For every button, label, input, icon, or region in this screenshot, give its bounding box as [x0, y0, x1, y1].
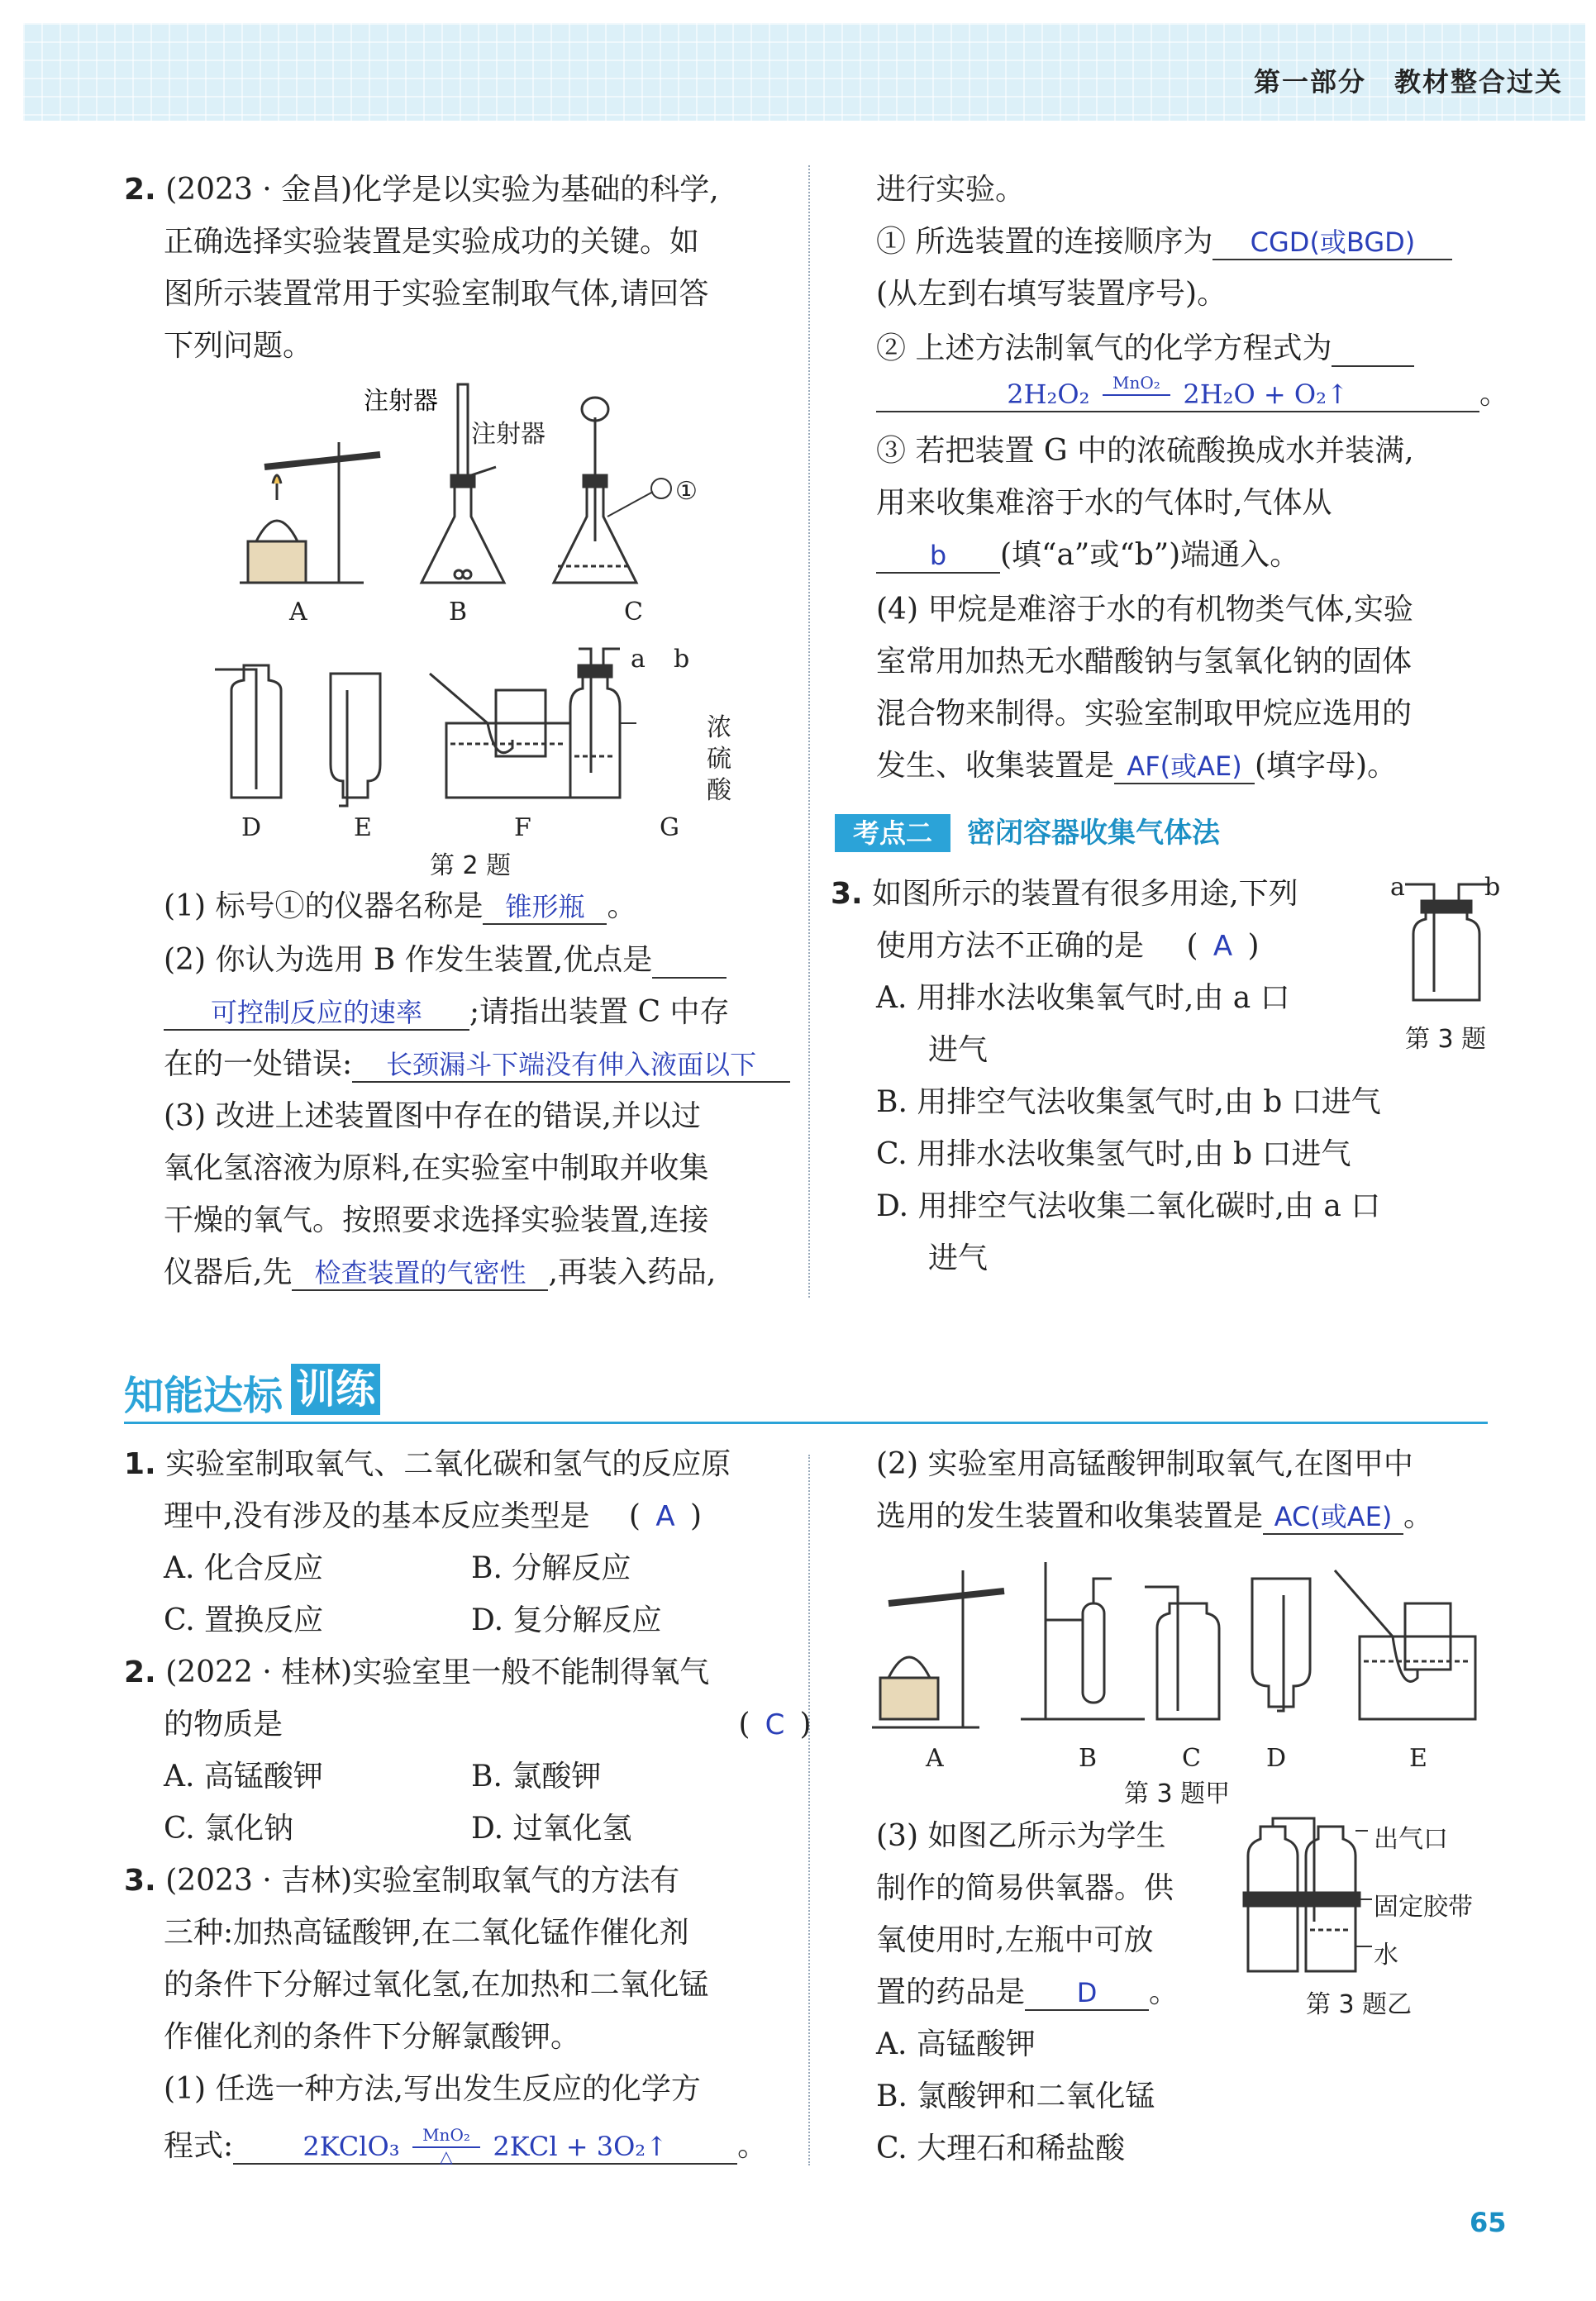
br-opt-b: B. 氯酸钾和二氧化锰	[876, 2079, 1155, 2113]
q2-line-1: 2. (2023 · 金昌)化学是以实验为基础的科学,	[124, 173, 719, 207]
b-q1-line-2: 理中,没有涉及的基本反应类型是 ( A )	[164, 1499, 702, 1533]
jia-label-c: C	[1182, 1744, 1201, 1773]
q2-sub2-line2: 可控制反应的速率 ;请指出装置 C 中存	[164, 994, 730, 1031]
fig-yi-caption: 第 3 题乙	[1306, 1990, 1413, 2019]
yi-label-tape: 固定胶带	[1374, 1893, 1473, 1922]
q2-sub3-line3: 干燥的氧气。按照要求选择实验装置,连接	[164, 1203, 709, 1237]
q3-fig-caption: 第 3 题	[1405, 1025, 1487, 1054]
b-q2-opt-a: A. 高锰酸钾	[164, 1760, 323, 1794]
fig-label-g: G	[660, 813, 679, 842]
right-r1-blank: CGD(或BGD)	[1212, 224, 1452, 260]
b-q1-opt-c: C. 置换反应	[164, 1603, 324, 1637]
q2-sub2-line3: 在的一处错误: 长颈漏斗下端没有伸入液面以下	[164, 1046, 790, 1083]
jia-label-e: E	[1409, 1744, 1427, 1773]
br-s2-line1: (2) 实验室用高锰酸钾制取氧气,在图甲中	[876, 1447, 1413, 1481]
fig-label-b: B	[449, 598, 468, 626]
br-s3-line2: 制作的简易供氧器。供	[876, 1871, 1174, 1905]
q2-sub1: (1) 标号①的仪器名称是 锥形瓶 。	[164, 889, 637, 923]
q2-sub3-line1: (3) 改进上述装置图中存在的错误,并以过	[164, 1099, 701, 1133]
br-opt-c: C. 大理石和稀盐酸	[876, 2132, 1126, 2165]
q3-option-b: B. 用排空气法收集氢气时,由 b 口进气	[876, 1085, 1381, 1119]
right-r3-line1: ③ 若把装置 G 中的浓硫酸换成水并装满,	[876, 434, 1414, 468]
b-q3-line-4: 作催化剂的条件下分解氯酸钾。	[164, 2020, 581, 2054]
section-title-b: 训练	[291, 1364, 380, 1415]
jia-label-b: B	[1079, 1744, 1098, 1773]
fig-yi	[1240, 1814, 1372, 1979]
fig-label-f: F	[514, 813, 531, 842]
right-r2-blank: 2H₂O₂ MnO₂ 2H₂O + O₂↑	[876, 376, 1479, 412]
syringe	[458, 384, 468, 475]
flask-b	[422, 484, 504, 583]
b-q1-opt-d: D. 复分解反应	[471, 1603, 662, 1637]
br-s2-blank: AC(或AE)	[1263, 1498, 1403, 1535]
yi-label-outlet: 出气口	[1374, 1825, 1448, 1854]
fig-label-d: D	[241, 813, 262, 842]
right-r3-line2: 用来收集难溶于水的气体时,气体从	[876, 486, 1332, 520]
q2-sub3-line2: 氧化氢溶液为原料,在实验室中制取并收集	[164, 1151, 709, 1185]
fig-label-acid-2: 硫	[707, 745, 731, 774]
jia-label-a: A	[926, 1744, 944, 1773]
q2-sub2-blank2: 长颈漏斗下端没有伸入液面以下	[352, 1046, 790, 1083]
right-r4-line4: 发生、收集装置是 AF(或AE) (填字母)。	[876, 749, 1398, 783]
fig-label-ga: a	[631, 645, 646, 674]
right-r2-eq: 2H₂O₂ MnO₂ 2H₂O + O₂↑ 。	[876, 376, 1509, 412]
b-q1-line-1: 1. 实验室制取氧气、二氧化碳和氢气的反应原	[124, 1447, 731, 1481]
q2-number: 2.	[124, 173, 156, 207]
br-s3-blank: D	[1025, 1975, 1149, 2011]
right-r4-blank: AF(或AE)	[1114, 748, 1255, 784]
q2-line-2: 正确选择实验装置是实验成功的关键。如	[164, 225, 700, 259]
right-r3-line3: b (填“a”或“b”)端通入。	[876, 537, 1299, 574]
alcohol-lamp	[256, 521, 298, 541]
kaodian-tag: 考点二	[835, 814, 950, 852]
b-q2-line-1: 2. (2022 · 桂林)实验室里一般不能制得氧气	[124, 1655, 710, 1689]
b-q2-line-2: 的物质是 ( C )	[164, 1708, 812, 1741]
q3-line-2: 使用方法不正确的是 ( A )	[876, 929, 1260, 963]
q3-option-d-cont: 进气	[928, 1241, 989, 1275]
page-number: 65	[1470, 2207, 1507, 2238]
right-line-1: 进行实验。	[876, 173, 1026, 207]
fig-jia	[872, 1554, 1484, 1736]
b-q1-opt-b: B. 分解反应	[471, 1551, 631, 1585]
right-r2: ② 上述方法制氧气的化学方程式为	[876, 331, 1414, 367]
b-q3-eq-blank: 2KClO₃ $\frac{\text{MnO₂}}{\triangle}$ 2KCl + 3O₂↑	[233, 2128, 737, 2165]
trough-f	[446, 723, 570, 798]
q2-sub3-line4: 仪器后,先 检查装置的气密性 ,再装入药品,	[164, 1255, 717, 1289]
q2-line-4: 下列问题。	[164, 329, 313, 363]
br-s3-line4: 置的药品是 D 。	[876, 1975, 1179, 2009]
fig-label-gb: b	[674, 645, 690, 674]
kaodian-title: 密闭容器收集气体法	[967, 817, 1220, 850]
fig-label-e: E	[354, 813, 372, 842]
right-r1: ① 所选装置的连接顺序为 CGD(或BGD)	[876, 224, 1452, 260]
q3-option-c: C. 用排水法收集氢气时,由 b 口进气	[876, 1137, 1351, 1171]
q3-bottle-figure	[1389, 876, 1521, 1008]
q2-line-3: 图所示装置常用于实验室制取气体,请回答	[164, 277, 709, 311]
q3-option-a: A. 用排水法收集氧气时,由 a 口	[876, 981, 1290, 1015]
jia-label-d: D	[1266, 1744, 1287, 1773]
q2-sub1-blank: 锥形瓶	[483, 888, 607, 925]
br-s3-line1: (3) 如图乙所示为学生	[876, 1819, 1166, 1853]
jia-wood-block	[880, 1678, 938, 1719]
yi-label-water: 水	[1374, 1941, 1398, 1970]
section-title-a: 知能达标	[124, 1373, 283, 1419]
fig-label-syringe: 注射器	[364, 387, 438, 416]
b-q1-answer: A	[655, 1500, 675, 1533]
column-divider	[808, 165, 810, 1298]
b-q3-line-3: 的条件下分解过氧化氢,在加热和二氧化锰	[164, 1968, 709, 2002]
br-s2-line2: 选用的发生装置和收集装置是 AC(或AE) 。	[876, 1499, 1434, 1533]
fig-label-acid-1: 浓	[707, 713, 731, 742]
b-q2-answer: C	[765, 1708, 785, 1741]
b-q3-line-1: 3. (2023 · 吉林)实验室制取氧气的方法有	[124, 1864, 680, 1898]
br-opt-a: A. 高锰酸钾	[876, 2027, 1036, 2061]
q2-sub3-blank: 检查装置的气密性	[292, 1255, 548, 1291]
q3-option-a-cont: 进气	[928, 1033, 989, 1067]
right-r1-post: (从左到右填写装置序号)。	[876, 277, 1227, 311]
q3-option-d: D. 用排空气法收集二氧化碳时,由 a 口	[876, 1189, 1381, 1223]
right-r4-line3: 混合物来制得。实验室制取甲烷应选用的	[876, 697, 1413, 731]
column-divider-lower	[808, 1455, 810, 2165]
fig-label-circle1: ①	[675, 477, 698, 506]
page-header-title: 第一部分 教材整合过关	[1253, 66, 1563, 98]
bottle-g	[570, 674, 620, 798]
b-q1-opt-a: A. 化合反应	[164, 1551, 323, 1585]
fig-label-a: A	[289, 598, 307, 626]
fig-jia-caption: 第 3 题甲	[1124, 1779, 1231, 1808]
q3-answer: A	[1212, 930, 1233, 963]
bottle-e	[331, 674, 380, 798]
right-r4-line2: 室常用加热无水醋酸钠与氢氧化钠的固体	[876, 645, 1413, 679]
q3-fig-b: b	[1484, 873, 1501, 902]
q2-sub2-blank: 可控制反应的速率	[164, 994, 469, 1031]
test-tube-a	[264, 455, 380, 467]
q3-line-1: 3. 如图所示的装置有很多用途,下列	[831, 877, 1298, 911]
q3-fig-a: a	[1390, 873, 1405, 902]
fig-label-syringe-text: 注射器	[471, 420, 545, 449]
b-q2-opt-d: D. 过氧化氢	[471, 1812, 632, 1846]
wood-block	[248, 541, 306, 583]
b-q2-opt-b: B. 氯酸钾	[471, 1760, 602, 1794]
br-s3-line3: 氧使用时,左瓶中可放	[876, 1923, 1154, 1957]
q2-figure-caption: 第 2 题	[430, 851, 512, 880]
b-q3-line-2: 三种:加热高锰酸钾,在二氧化锰作催化剂	[164, 1916, 689, 1950]
section-rule	[124, 1422, 1488, 1424]
fig-label-acid-3: 酸	[707, 776, 731, 805]
q2-sub2-line1: (2) 你认为选用 B 作发生装置,优点是	[164, 942, 727, 979]
b-q3-line-5: (1) 任选一种方法,写出发生反应的化学方	[164, 2072, 701, 2106]
right-r4-line1: (4) 甲烷是难溶于水的有机物类气体,实验	[876, 593, 1413, 626]
b-q2-opt-c: C. 氯化钠	[164, 1812, 294, 1846]
fig-label-c: C	[624, 598, 643, 626]
right-r3-blank: b	[876, 537, 1000, 574]
b-q3-eq: 程式: 2KClO₃ $\frac{\text{MnO₂}}{\triangle}$ 2KCl + 3O₂↑ 。	[164, 2125, 768, 2166]
